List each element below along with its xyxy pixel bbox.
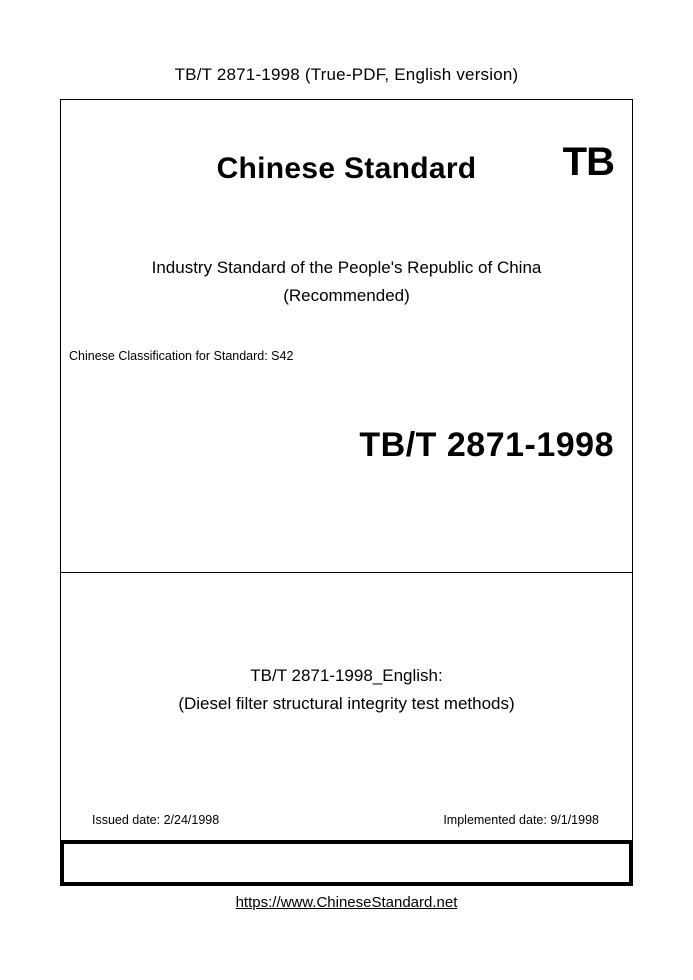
cover-upper-section (61, 100, 632, 573)
cover-frame (60, 99, 633, 886)
cover-middle-section (61, 573, 632, 841)
standard-number: TB/T 2871-1998 (359, 426, 614, 464)
tb-logo: TB (562, 140, 614, 184)
english-title-line-1: TB/T 2871-1998_English: (250, 666, 443, 685)
cover-bottom-section (61, 841, 632, 885)
publisher-bar (61, 841, 632, 885)
page-title: Chinese Standard (216, 152, 477, 185)
industry-standard-line-1: Industry Standard of the People's Republic of China (151, 258, 542, 277)
document-header-line: TB/T 2871-1998 (True-PDF, English version) (174, 65, 519, 84)
implemented-date: Implemented date: 9/1/1998 (443, 813, 599, 827)
website-link[interactable]: https://www.ChineseStandard.net (235, 894, 458, 911)
issued-date: Issued date: 2/24/1998 (92, 813, 220, 827)
english-title-line-2: (Diesel filter structural integrity test methods) (178, 694, 515, 713)
classification-code: Chinese Classification for Standard: S42 (69, 349, 294, 363)
industry-standard-line-2: (Recommended) (283, 286, 410, 305)
